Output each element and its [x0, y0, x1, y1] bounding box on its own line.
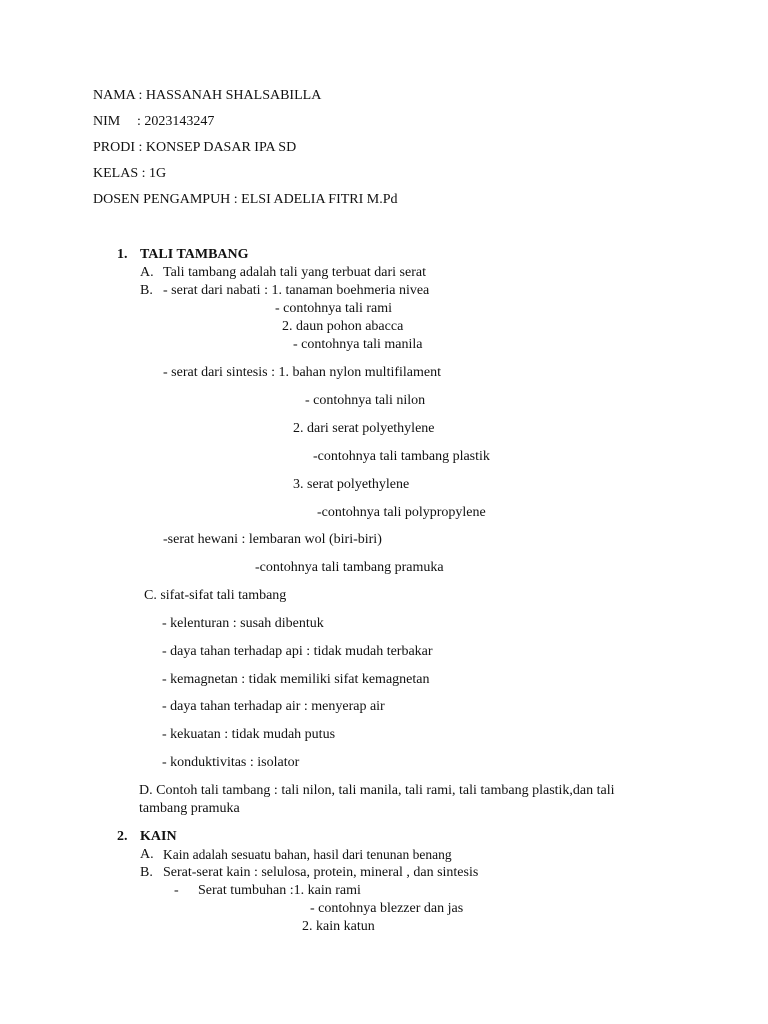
section1-c-item: - kelenturan : susah dibentuk [162, 616, 324, 631]
section1-b-marker: B. [140, 283, 153, 298]
section1-c-title: C. sifat-sifat tali tambang [144, 588, 287, 603]
section1-a-marker: A. [140, 265, 154, 280]
section1-c-item: - konduktivitas : isolator [162, 755, 300, 770]
section2-b-tumbuhan-example1: - contohnya blezzer dan jas [310, 901, 464, 916]
section1-b-nabati-example2: - contohnya tali manila [293, 337, 423, 352]
section1-number: 1. [117, 247, 128, 262]
section2-b-text: Serat-serat kain : selulosa, protein, mineral , dan sintesis [163, 865, 479, 880]
section1-c-item: - kekuatan : tidak mudah putus [162, 727, 336, 742]
section1-a-text: Tali tambang adalah tali yang terbuat dari serat [163, 265, 426, 280]
section1-c-item: - daya tahan terhadap api : tidak mudah terbakar [162, 644, 433, 659]
section1-b-sintesis-item3: 3. serat polyethylene [293, 477, 410, 492]
section1-b-sintesis-example2: -contohnya tali tambang plastik [313, 449, 490, 464]
section2-b-dash: - [174, 883, 179, 898]
student-name: NAMA : HASSANAH SHALSABILLA [93, 88, 322, 103]
section1-b-sintesis: - serat dari sintesis : 1. bahan nylon multifilament [163, 365, 441, 380]
section1-title: TALI TAMBANG [140, 247, 249, 262]
section2-a-text: Kain adalah sesuatu bahan, hasil dari tenunan benang [163, 847, 452, 862]
section1-b-nabati: - serat dari nabati : 1. tanaman boehmeria nivea [163, 283, 430, 298]
section2-a-marker: A. [140, 847, 154, 862]
section1-b-sintesis-example1: - contohnya tali nilon [305, 393, 426, 408]
section2-b-marker: B. [140, 865, 153, 880]
section1-b-hewani-example: -contohnya tali tambang pramuka [255, 560, 444, 575]
section2-b-tumbuhan: Serat tumbuhan :1. kain rami [198, 883, 361, 898]
section1-c-item: - kemagnetan : tidak memiliki sifat kemagnetan [162, 672, 430, 687]
lecturer-name: DOSEN PENGAMPUH : ELSI ADELIA FITRI M.Pd [93, 192, 398, 207]
section2-title: KAIN [140, 829, 177, 844]
section2-b-tumbuhan-item2: 2. kain katun [302, 919, 375, 934]
section1-b-sintesis-item2: 2. dari serat polyethylene [293, 421, 435, 436]
section1-d-line1: D. Contoh tali tambang : tali nilon, tali manila, tali rami, tali tambang plastik,dan tali [139, 783, 615, 798]
student-kelas: KELAS : 1G [93, 166, 167, 181]
section1-b-nabati-item2: 2. daun pohon abacca [282, 319, 404, 334]
student-nim-value: : 2023143247 [137, 114, 215, 129]
section1-c-item: - daya tahan terhadap air : menyerap air [162, 699, 385, 714]
section1-b-sintesis-example3: -contohnya tali polypropylene [317, 505, 486, 520]
section1-d-line2: tambang pramuka [139, 801, 240, 816]
student-nim-label: NIM [93, 114, 121, 129]
section1-b-nabati-example1: - contohnya tali rami [275, 301, 393, 316]
section2-number: 2. [117, 829, 128, 844]
section1-b-hewani: -serat hewani : lembaran wol (biri-biri) [163, 532, 382, 547]
student-prodi: PRODI : KONSEP DASAR IPA SD [93, 140, 297, 155]
